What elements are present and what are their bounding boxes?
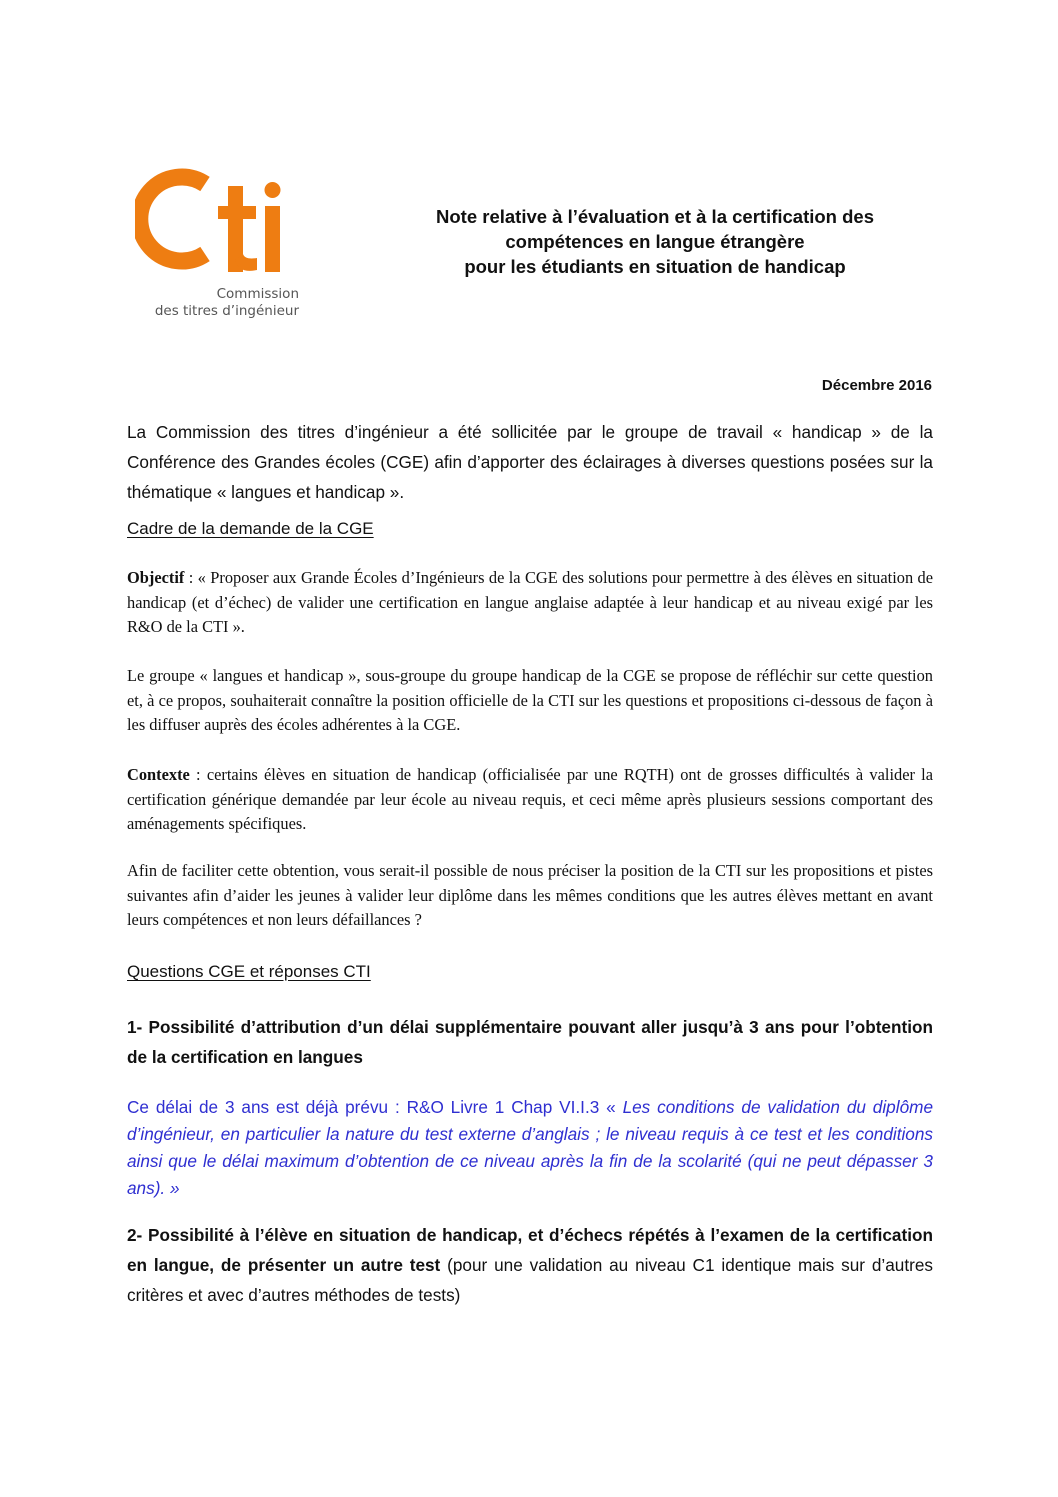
cti-logo-mark (135, 162, 300, 282)
contexte-text: : certains élèves en situation de handicap (officialisée par une RQTH) ont de grosses difficultés à valider la certification générique demandée par leur école au niveau requis, et ceci même après plusieurs sessions comportant des aménagements spécifiques. (127, 765, 933, 833)
document-date: Décembre 2016 (821, 377, 932, 394)
section-heading-questions: Questions CGE et réponses CTI (127, 962, 371, 981)
answer-1-quote: Les conditions de validation du diplôme d’ingénieur, en particulier la nature du test externe d’anglais ; le niveau requis à ce test et les conditions ainsi que le délai maximum d’obtention de ce niveau après la fin de la scolarité (qui ne peut dépasser 3 ans). » (127, 1097, 933, 1198)
question-2-detail: (pour une validation au niveau C1 identique mais sur d’autres critères et avec d’autres méthodes de tests) (127, 1255, 933, 1305)
groupe-paragraph: Le groupe « langues et handicap », sous-groupe du groupe handicap de la CGE se propose de réfléchir sur cette question et, à ce propos, souhaiterait connaître la position officielle de la CTI sur les questions et propositions ci-dessous de façon à les diffuser auprès des écoles adhérentes à la CGE. (127, 666, 933, 734)
objectif-text: : « Proposer aux Grande Écoles d’Ingénieurs de la CGE des solutions pour permettre à des élèves en situation de handicap (et d’échec) de valider une certification en langue anglaise adaptée à leur handicap et au niveau exigé par les R&O de la CTI ». (127, 568, 933, 636)
question-1: 1- Possibilité d’attribution d’un délai supplémentaire pouvant aller jusqu’à 3 ans pour l’obtention de la certification en langues (127, 1017, 933, 1067)
afin-paragraph: Afin de faciliter cette obtention, vous serait-il possible de nous préciser la position de la CTI sur les propositions et pistes suivantes afin d’aider les jeunes à valider leur diplôme dans les mêmes conditions que les autres élèves mettant en avant leurs compétences et non leurs défaillances ? (127, 861, 933, 929)
logo-caption-line1: Commission (216, 286, 299, 302)
document-title (360, 204, 950, 279)
question-2 (127, 1220, 933, 1310)
title-line1: Note relative à l’évaluation et à la certification des (436, 206, 874, 227)
answer-1-text: Ce délai de 3 ans est déjà prévu : R&O Livre 1 Chap VI.I.3 « (127, 1097, 623, 1117)
answer-1 (127, 1094, 933, 1202)
objectif-label: Objectif (127, 568, 185, 587)
question-2-bold: 2- Possibilité à l’élève en situation de handicap, et d’échecs répétés à l’examen de la certification en langue, de présenter un autre test (127, 1225, 933, 1275)
contexte-paragraph (127, 763, 933, 837)
section-heading-cadre: Cadre de la demande de la CGE (127, 519, 374, 538)
title-line2: compétences en langue étrangère (505, 231, 805, 252)
title-line3: pour les étudiants en situation de handicap (464, 256, 846, 277)
logo-caption-line2: des titres d’ingénieur (154, 303, 299, 319)
contexte-label: Contexte (127, 765, 190, 784)
intro-paragraph: La Commission des titres d’ingénieur a été sollicitée par le groupe de travail « handicap » de la Conférence des Grandes écoles (CGE) afin d’apporter des éclairages à diverses questions posées sur la thématique « langues et handicap ». (127, 422, 933, 502)
objectif-paragraph (127, 566, 933, 640)
logo-caption (137, 286, 299, 320)
